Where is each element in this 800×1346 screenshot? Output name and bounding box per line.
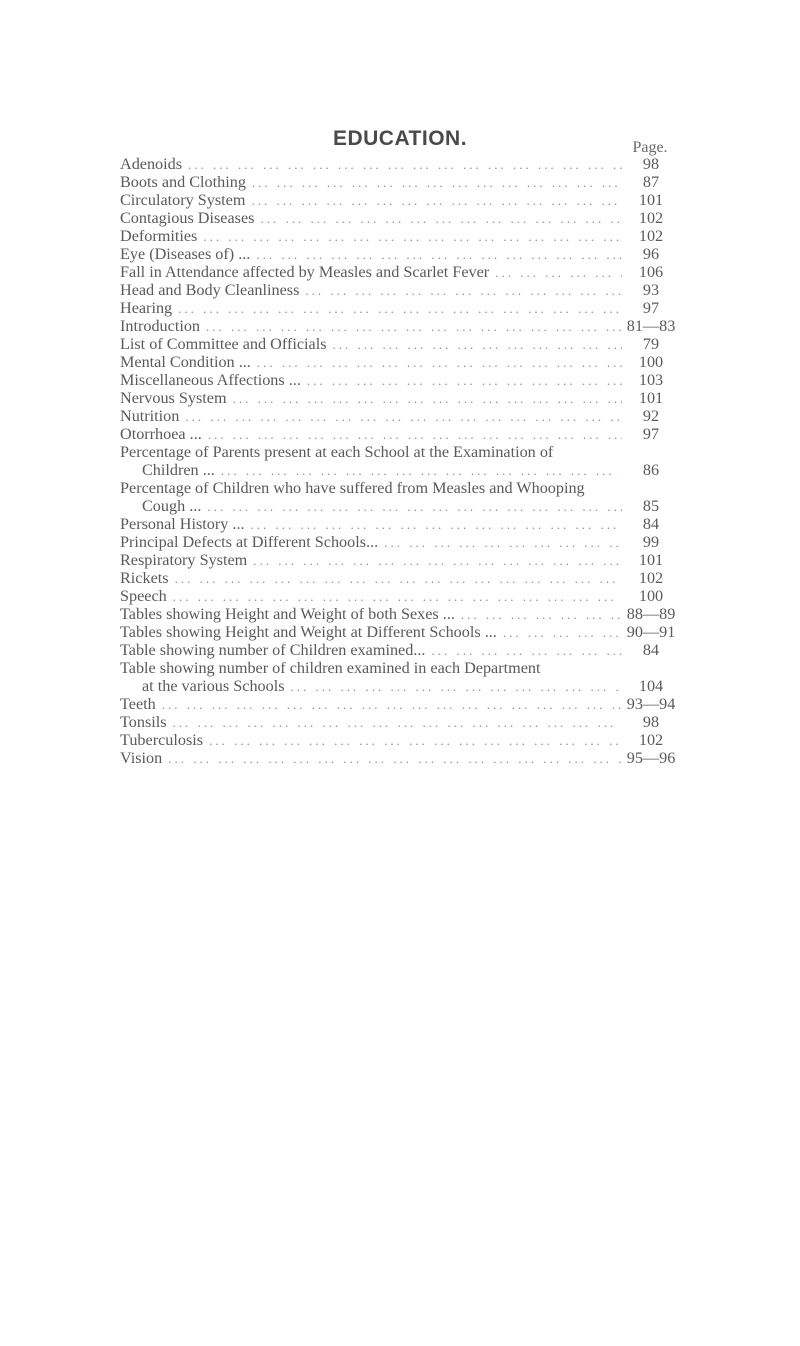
dot-leader xyxy=(162,696,622,714)
entry-label: Miscellaneous Affections ... xyxy=(120,371,301,389)
entry-label: Tonsils xyxy=(120,713,167,731)
index-entry xyxy=(120,389,680,407)
index-entry xyxy=(120,533,680,551)
index-entry xyxy=(120,227,680,245)
entry-page-number: 84 xyxy=(642,641,660,659)
entry-page-number: 100 xyxy=(638,353,664,371)
index-entry xyxy=(120,515,680,533)
dot-leader xyxy=(175,570,622,588)
entry-label-continued: Cough ... xyxy=(142,497,202,515)
dot-leader xyxy=(173,588,622,606)
index-entry xyxy=(120,407,680,425)
index-entry xyxy=(120,425,680,443)
entry-page-number: 102 xyxy=(638,569,664,587)
page-title: EDUCATION. xyxy=(332,127,468,150)
entry-page-number: 97 xyxy=(642,425,660,443)
index-entry xyxy=(120,659,680,695)
dot-leader xyxy=(305,282,622,300)
entry-label: Speech xyxy=(120,587,167,605)
entry-page-number: 84 xyxy=(642,515,660,533)
entry-label: Boots and Clothing xyxy=(120,173,246,191)
dot-leader xyxy=(185,408,622,426)
index-entry xyxy=(120,317,680,335)
index-entry xyxy=(120,479,680,515)
entry-label: Table showing number of children examined in each Department xyxy=(120,659,541,677)
dot-leader xyxy=(461,606,622,624)
entry-label: Head and Body Cleanliness xyxy=(120,281,300,299)
entry-label: Circulatory System xyxy=(120,191,246,209)
dot-leader xyxy=(178,300,622,318)
entry-page-number: 98 xyxy=(642,713,660,731)
entry-page-number: 79 xyxy=(642,335,660,353)
entry-label: Vision xyxy=(120,749,163,767)
dot-leader xyxy=(233,390,622,408)
entry-label: Nervous System xyxy=(120,389,227,407)
dot-leader xyxy=(503,624,622,642)
entry-label: Respiratory System xyxy=(120,551,248,569)
dot-leader xyxy=(168,750,622,768)
entry-label: Table showing number of Children examined... xyxy=(120,641,426,659)
entry-page-number: 106 xyxy=(638,263,664,281)
entry-label: Eye (Diseases of) ... xyxy=(120,245,251,263)
index-entry xyxy=(120,569,680,587)
dot-leader xyxy=(384,534,622,552)
entry-label: Percentage of Children who have suffered from Measles and Whooping xyxy=(120,479,585,497)
entry-page-number: 101 xyxy=(638,551,664,569)
index-entry xyxy=(120,587,680,605)
dot-leader xyxy=(209,732,622,750)
dot-leader xyxy=(188,156,622,174)
dot-leader xyxy=(207,498,622,516)
entry-label: Contagious Diseases xyxy=(120,209,255,227)
entry-page-number: 81—83 xyxy=(626,317,676,335)
entry-label: Teeth xyxy=(120,695,156,713)
entry-page-number: 99 xyxy=(642,533,660,551)
index-entry xyxy=(120,245,680,263)
entry-page-number: 86 xyxy=(642,461,660,479)
entry-page-number: 104 xyxy=(638,677,664,695)
entry-page-number: 90—91 xyxy=(626,623,676,641)
index-entry xyxy=(120,191,680,209)
entry-page-number: 93 xyxy=(642,281,660,299)
entry-label: Rickets xyxy=(120,569,169,587)
entry-page-number: 97 xyxy=(642,299,660,317)
entry-page-number: 98 xyxy=(642,155,660,173)
entry-page-number: 92 xyxy=(642,407,660,425)
index-entry xyxy=(120,695,680,713)
entry-label: Adenoids xyxy=(120,155,183,173)
entry-label: List of Committee and Officials xyxy=(120,335,327,353)
entry-page-number: 101 xyxy=(638,191,664,209)
page-column-header: Page. xyxy=(632,139,668,156)
dot-leader xyxy=(253,552,622,570)
entry-label: Personal History ... xyxy=(120,515,245,533)
dot-leader xyxy=(173,714,622,732)
dot-leader xyxy=(333,336,622,354)
dot-leader xyxy=(256,246,622,264)
index-entry xyxy=(120,605,680,623)
index-entry xyxy=(120,551,680,569)
dot-leader xyxy=(208,426,622,444)
entry-page-number: 103 xyxy=(638,371,664,389)
index-entry xyxy=(120,173,680,191)
entry-label: Fall in Attendance affected by Measles and Scarlet Fever xyxy=(120,263,490,281)
entry-label: Introduction xyxy=(120,317,201,335)
entry-page-number: 102 xyxy=(638,209,664,227)
dot-leader xyxy=(257,354,622,372)
entry-label: Tuberculosis xyxy=(120,731,204,749)
index-entry xyxy=(120,281,680,299)
entry-label: Mental Condition ... xyxy=(120,353,251,371)
entry-page-number: 93—94 xyxy=(626,695,676,713)
dot-leader xyxy=(260,210,622,228)
entry-page-number: 101 xyxy=(638,389,664,407)
index-entry xyxy=(120,155,680,173)
dot-leader xyxy=(206,318,622,336)
entry-page-number: 87 xyxy=(642,173,660,191)
index-entry xyxy=(120,299,680,317)
dot-leader xyxy=(251,192,622,210)
entry-label: Deformities xyxy=(120,227,198,245)
index-entry xyxy=(120,623,680,641)
entry-page-number: 102 xyxy=(638,731,664,749)
entry-page-number: 96 xyxy=(642,245,660,263)
index-entry xyxy=(120,335,680,353)
entry-label: Nutrition xyxy=(120,407,180,425)
entry-label: Principal Defects at Different Schools... xyxy=(120,533,379,551)
entry-page-number: 85 xyxy=(642,497,660,515)
entry-label: Tables showing Height and Weight of both Sexes ... xyxy=(120,605,455,623)
entry-page-number: 100 xyxy=(638,587,664,605)
dot-leader xyxy=(251,516,622,534)
entry-label-continued: Children ... xyxy=(142,461,215,479)
index-entry xyxy=(120,353,680,371)
index-entry xyxy=(120,713,680,731)
index-entry xyxy=(120,443,680,479)
entry-page-number: 102 xyxy=(638,227,664,245)
dot-leader xyxy=(307,372,622,390)
entry-label-continued: at the various Schools xyxy=(142,677,285,695)
index-entry xyxy=(120,731,680,749)
index-entry xyxy=(120,263,680,281)
dot-leader xyxy=(431,642,622,660)
entry-page-number: 88—89 xyxy=(626,605,676,623)
dot-leader xyxy=(291,678,622,696)
index-entry xyxy=(120,641,680,659)
dot-leader xyxy=(203,228,622,246)
entry-label: Otorrhoea ... xyxy=(120,425,202,443)
index-entry xyxy=(120,209,680,227)
entry-label: Percentage of Parents present at each School at the Examination of xyxy=(120,443,554,461)
index-entry xyxy=(120,371,680,389)
index-list xyxy=(120,155,680,767)
dot-leader xyxy=(221,462,622,480)
index-entry xyxy=(120,749,680,767)
dot-leader xyxy=(495,264,622,282)
entry-label: Hearing xyxy=(120,299,173,317)
dot-leader xyxy=(252,174,622,192)
entry-page-number: 95—96 xyxy=(626,749,676,767)
entry-label: Tables showing Height and Weight at Different Schools ... xyxy=(120,623,497,641)
